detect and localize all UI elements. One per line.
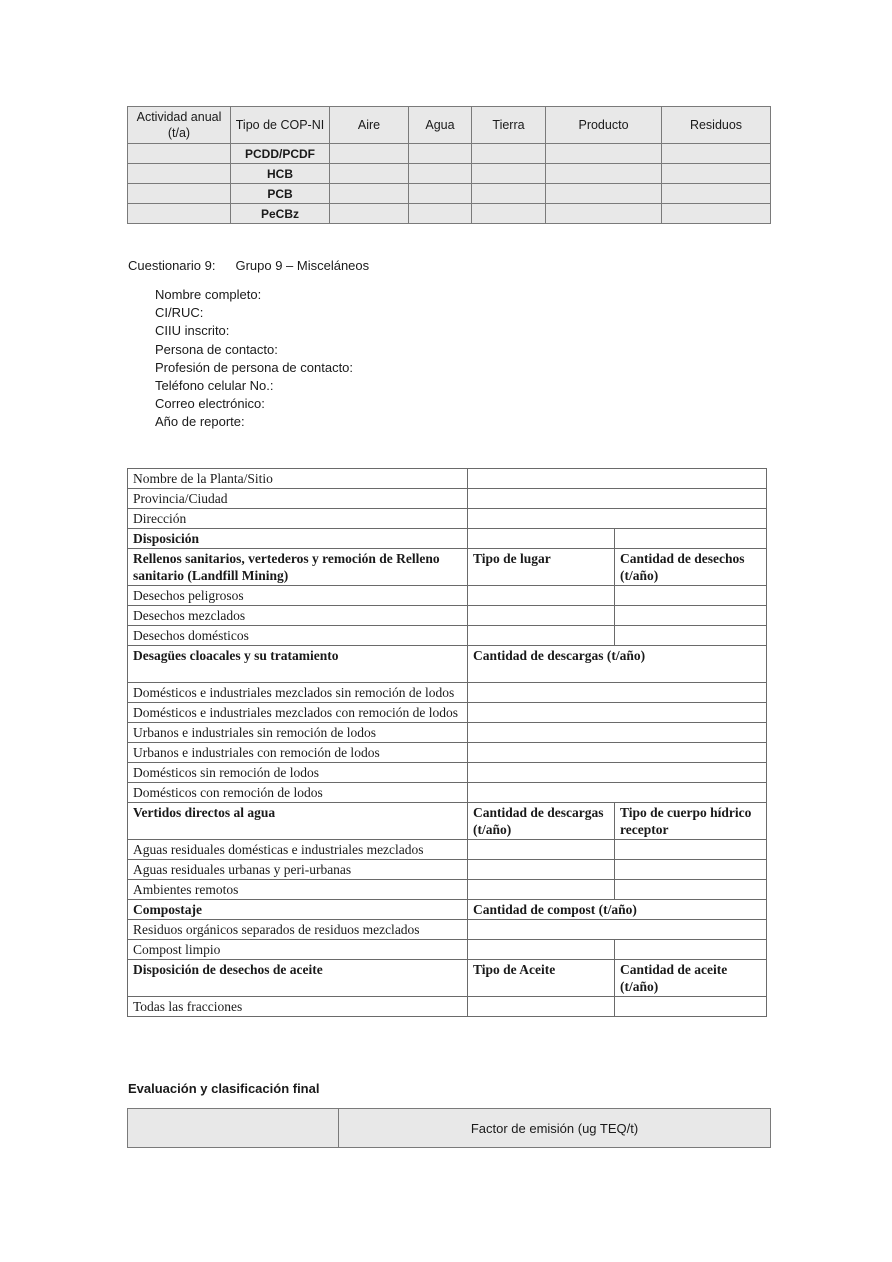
input-cell[interactable]	[546, 184, 662, 204]
composting-col2: Cantidad de compost (t/año)	[468, 900, 767, 920]
input-cell[interactable]	[615, 997, 767, 1017]
input-cell[interactable]	[472, 164, 546, 184]
oil-col3: Cantidad de aceite (t/año)	[615, 960, 767, 997]
input-cell[interactable]	[662, 184, 771, 204]
row-label: Desechos mezclados	[128, 606, 468, 626]
input-cell[interactable]	[128, 164, 231, 184]
input-cell[interactable]	[472, 184, 546, 204]
direct-discharge-title: Vertidos directos al agua	[128, 803, 468, 840]
header-tierra: Tierra	[472, 107, 546, 144]
questionnaire-group: Grupo 9 – Misceláneos	[235, 258, 370, 273]
table-row	[128, 683, 767, 703]
table-row	[128, 489, 767, 509]
header-agua: Agua	[409, 107, 472, 144]
table-row	[128, 509, 767, 529]
input-cell[interactable]	[128, 144, 231, 164]
oil-col2: Tipo de Aceite	[468, 960, 615, 997]
input-cell[interactable]	[468, 860, 615, 880]
table-row	[128, 723, 767, 743]
field-ano-reporte[interactable]: Año de reporte:	[155, 414, 245, 430]
input-cell[interactable]	[468, 940, 615, 960]
input-cell[interactable]	[472, 144, 546, 164]
input-cell[interactable]	[546, 164, 662, 184]
table-header-row	[128, 1109, 771, 1148]
input-cell[interactable]	[330, 164, 409, 184]
row-label: Domésticos e industriales mezclados sin remoción de lodos	[128, 683, 468, 703]
table-row	[128, 940, 767, 960]
label-province-city: Provincia/Ciudad	[128, 489, 468, 509]
direct-discharge-col3: Tipo de cuerpo hídrico receptor	[615, 803, 767, 840]
input-cell[interactable]	[615, 529, 767, 549]
row-label: Desechos peligrosos	[128, 586, 468, 606]
emission-factor-table	[127, 1108, 771, 1148]
field-ciiu[interactable]: CIIU inscrito:	[155, 323, 230, 339]
row-label: Urbanos e industriales con remoción de lodos	[128, 743, 468, 763]
table-row	[128, 606, 767, 626]
input-cell[interactable]	[468, 880, 615, 900]
table-row	[128, 997, 767, 1017]
table-row	[128, 920, 767, 940]
row-label: Desechos domésticos	[128, 626, 468, 646]
table-header-row	[128, 107, 771, 144]
input-cell[interactable]	[472, 204, 546, 224]
composting-title: Compostaje	[128, 900, 468, 920]
input-cell[interactable]	[468, 586, 615, 606]
label-disposition: Disposición	[128, 529, 468, 549]
section-header-row	[128, 960, 767, 997]
input-cell[interactable]	[468, 743, 767, 763]
input-cell[interactable]	[330, 204, 409, 224]
row-label: Urbanos e industriales sin remoción de lodos	[128, 723, 468, 743]
cop-type-cell: PeCBz	[231, 204, 330, 224]
table-row	[128, 184, 771, 204]
table-row	[128, 626, 767, 646]
input-cell[interactable]	[330, 144, 409, 164]
sewage-col2: Cantidad de descargas (t/año)	[468, 646, 767, 683]
input-cell[interactable]	[409, 144, 472, 164]
input-cell[interactable]	[615, 586, 767, 606]
input-cell[interactable]	[409, 184, 472, 204]
table-row	[128, 860, 767, 880]
header-factor-emision: Factor de emisión (ug TEQ/t)	[339, 1109, 771, 1148]
questionnaire-label: Cuestionario 9:	[128, 258, 216, 273]
site-disposition-table	[127, 468, 767, 1017]
input-cell[interactable]	[662, 204, 771, 224]
row-label: Domésticos con remoción de lodos	[128, 783, 468, 803]
table-row	[128, 743, 767, 763]
input-cell[interactable]	[468, 920, 767, 940]
label-address: Dirección	[128, 509, 468, 529]
section-header-row	[128, 900, 767, 920]
cop-type-cell: PCB	[231, 184, 330, 204]
input-cell[interactable]	[468, 783, 767, 803]
input-cell[interactable]	[468, 723, 767, 743]
input-cell[interactable]	[468, 840, 615, 860]
input-cell[interactable]	[662, 144, 771, 164]
input-cell[interactable]	[128, 1109, 339, 1148]
field-profesion[interactable]: Profesión de persona de contacto:	[155, 359, 354, 375]
table-row	[128, 469, 767, 489]
input-cell[interactable]	[662, 164, 771, 184]
table-row	[128, 164, 771, 184]
cop-type-cell: PCDD/PCDF	[231, 144, 330, 164]
table-row	[128, 840, 767, 860]
input-cell[interactable]	[615, 860, 767, 880]
input-cell[interactable]	[409, 204, 472, 224]
input-cell[interactable]	[409, 164, 472, 184]
section-header-row	[128, 549, 767, 586]
row-label: Compost limpio	[128, 940, 468, 960]
input-cell[interactable]	[128, 184, 231, 204]
row-label: Residuos orgánicos separados de residuos mezclados	[128, 920, 468, 940]
header-actividad-anual: Actividad anual (t/a)	[128, 107, 231, 144]
input-cell[interactable]	[615, 840, 767, 860]
field-telefono[interactable]: Teléfono celular No.:	[155, 378, 274, 394]
input-cell[interactable]	[615, 880, 767, 900]
input-cell[interactable]	[468, 529, 615, 549]
table-row	[128, 204, 771, 224]
table-row	[128, 144, 771, 164]
input-cell[interactable]	[468, 997, 615, 1017]
input-cell[interactable]	[468, 703, 767, 723]
input-cell[interactable]	[615, 626, 767, 646]
table-row	[128, 783, 767, 803]
table-row	[128, 529, 767, 549]
header-aire: Aire	[330, 107, 409, 144]
direct-discharge-col2: Cantidad de descargas (t/año)	[468, 803, 615, 840]
field-correo[interactable]: Correo electrónico:	[155, 396, 265, 412]
input-cell[interactable]	[468, 683, 767, 703]
cop-emissions-table	[127, 106, 771, 224]
oil-title: Disposición de desechos de aceite	[128, 960, 468, 997]
landfill-title: Rellenos sanitarios, vertederos y remoción de Relleno sanitario (Landfill Mining)	[128, 549, 468, 586]
input-cell[interactable]	[468, 489, 767, 509]
input-cell[interactable]	[615, 606, 767, 626]
section-header-row	[128, 646, 767, 683]
landfill-col2: Tipo de lugar	[468, 549, 615, 586]
table-row	[128, 880, 767, 900]
evaluation-title: Evaluación y clasificación final	[128, 1081, 320, 1096]
sewage-title: Desagües cloacales y su tratamiento	[128, 646, 468, 683]
table-row	[128, 586, 767, 606]
section-header-row	[128, 803, 767, 840]
row-label: Ambientes remotos	[128, 880, 468, 900]
questionnaire-title	[128, 258, 369, 273]
field-nombre-completo[interactable]: Nombre completo:	[155, 287, 262, 302]
field-persona-contacto[interactable]: Persona de contacto:	[155, 341, 278, 357]
landfill-col3: Cantidad de desechos (t/año)	[615, 549, 767, 586]
table-row	[128, 703, 767, 723]
input-cell[interactable]	[468, 606, 615, 626]
row-label: Todas las fracciones	[128, 997, 468, 1017]
row-label: Aguas residuales domésticas e industriales mezclados	[128, 840, 468, 860]
header-residuos: Residuos	[662, 107, 771, 144]
input-cell[interactable]	[128, 204, 231, 224]
header-producto: Producto	[546, 107, 662, 144]
input-cell[interactable]	[468, 509, 767, 529]
label-plant-name: Nombre de la Planta/Sitio	[128, 469, 468, 489]
table-row	[128, 763, 767, 783]
cop-type-cell: HCB	[231, 164, 330, 184]
row-label: Domésticos e industriales mezclados con remoción de lodos	[128, 703, 468, 723]
input-cell[interactable]	[468, 626, 615, 646]
input-cell[interactable]	[546, 144, 662, 164]
input-cell[interactable]	[615, 940, 767, 960]
header-tipo-cop: Tipo de COP-NI	[231, 107, 330, 144]
field-ci-ruc[interactable]: CI/RUC:	[155, 305, 204, 321]
contact-fields	[155, 286, 353, 432]
input-cell[interactable]	[468, 763, 767, 783]
row-label: Aguas residuales urbanas y peri-urbanas	[128, 860, 468, 880]
input-cell[interactable]	[546, 204, 662, 224]
input-cell[interactable]	[330, 184, 409, 204]
row-label: Domésticos sin remoción de lodos	[128, 763, 468, 783]
input-cell[interactable]	[468, 469, 767, 489]
